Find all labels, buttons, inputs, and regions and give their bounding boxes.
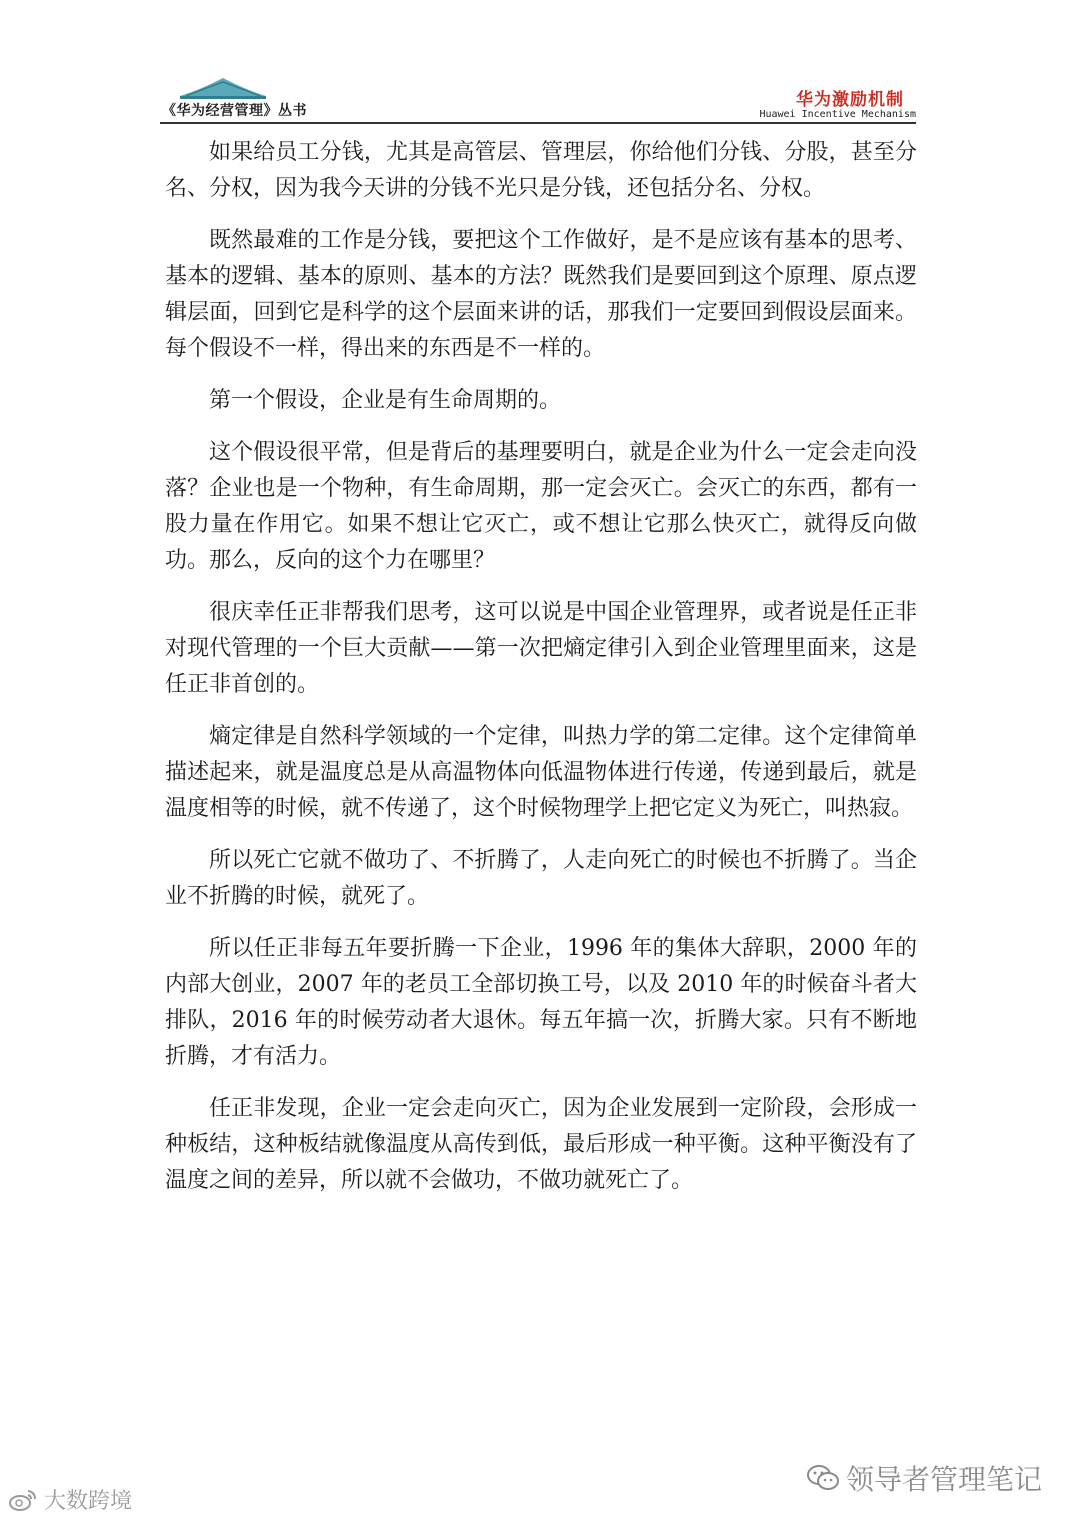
paragraph: 第一个假设，企业是有生命周期的。 [209,388,562,413]
watermark-wechat [806,1458,1042,1498]
paragraph: 这个假设很平常，但是背后的基理要明白，就是企业为什么一定会走向没落？企业也是一个物种，有生命周期，那一定会灭亡。会灭亡的东西，都有一股力量在作用它。如果不想让它灭亡，或不想让它那么快灭亡，就得反向做功。那么，反向的这个力在哪里？ [165,440,917,573]
page-header [160,74,916,124]
paragraph: 所以死亡它就不做功了、不折腾了，人走向死亡的时候也不折腾了。当企业不折腾的时候，就死了。 [165,848,917,909]
watermark-weibo [8,1484,132,1515]
wechat-icon [806,1463,840,1493]
series-logo-icon [178,74,268,102]
weibo-icon [8,1487,38,1513]
watermark-weibo-text: 大数跨境 [44,1489,133,1514]
paragraph: 如果给员工分钱，尤其是高管层、管理层，你给他们分钱、分股，甚至分名、分权，因为我今天讲的分钱不光只是分钱，还包括分名、分权。 [165,140,917,201]
watermark-wechat-text: 领导者管理笔记 [845,1463,1042,1496]
header-rule [160,122,916,124]
paragraph: 熵定律是自然科学领域的一个定律，叫热力学的第二定律。这个定律简单描述起来，就是温度总是从高温物体向低温物体进行传递，传递到最后，就是温度相等的时候，就不传递了，这个时候物理学上把它定义为死亡，叫热寂。 [165,724,917,821]
body-text [165,135,917,1215]
paragraph: 所以任正非每五年要折腾一下企业，1996 年的集体大辞职，2000 年的内部大创业，2007 年的老员工全部切换工号，以及 2010 年的时候奋斗者大排队，2016 年的时候劳动者大退休。每五年搞一次，折腾大家。只有不断地折腾，才有活力。 [165,936,917,1069]
paragraph: 既然最难的工作是分钱，要把这个工作做好，是不是应该有基本的思考、基本的逻辑、基本的原则、基本的方法？既然我们是要回到这个原理、原点逻辑层面，回到它是科学的这个层面来讲的话，那我们一定要回到假设层面来。每个假设不一样，得出来的东西是不一样的。 [165,228,917,361]
paragraph: 很庆幸任正非帮我们思考，这可以说是中国企业管理界，或者说是任正非对现代管理的一个巨大贡献——第一次把熵定律引入到企业管理里面来，这是任正非首创的。 [165,600,917,697]
book-title-english: Huawei Incentive Mechanism [759,109,916,120]
paragraph: 任正非发现，企业一定会走向灭亡，因为企业发展到一定阶段，会形成一种板结，这种板结就像温度从高传到低，最后形成一种平衡。这种平衡没有了温度之间的差异，所以就不会做功，不做功就死亡了。 [165,1096,917,1193]
book-title: 华为激励机制 [796,90,904,110]
series-label: 《华为经营管理》丛书 [162,103,307,119]
